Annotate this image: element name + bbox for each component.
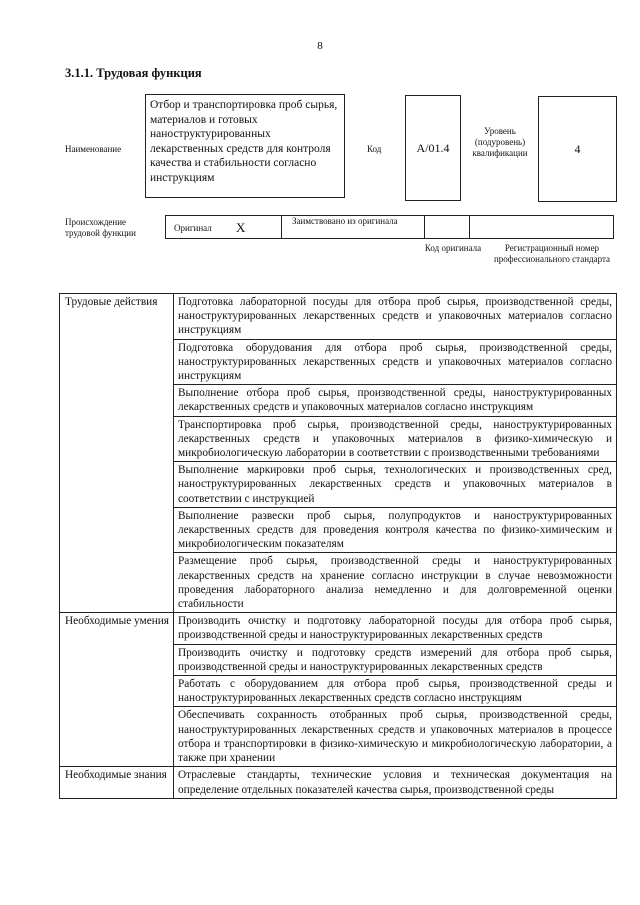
table-row: [60, 294, 617, 340]
row-category: Необходимые знания: [60, 767, 174, 798]
function-table: [59, 293, 617, 799]
table-cell: Транспортировка проб сырья, производственной среды, наноструктурированных лекарственных средств и упаковочных материалов в физико-химическую и микробиологическую лаборатории в соответствии с производственными требованиями: [174, 416, 617, 462]
table-cell: Работать с оборудованием для отбора проб сырья, производственной среды и наноструктурированных лекарственных средств согласно инструкциям: [174, 676, 617, 707]
level-label: Уровень (подуровень) квалификации: [472, 126, 528, 158]
table-cell: Отраслевые стандарты, технические условия и техническая документация на определение отдельных показателей качества сырья, производственной среды: [174, 767, 617, 798]
table-cell: Выполнение отбора проб сырья, производственной среды, наноструктурированных лекарственных средств и упаковочных материалов согласно инструкциям: [174, 385, 617, 416]
reg-number-caption: Регистрационный номер профессионального стандарта: [493, 243, 611, 264]
table-cell: Подготовка лабораторной посуды для отбора проб сырья, производственной среды, наноструктурированных лекарственных средств и упаковочных материалов согласно инструкциям: [174, 294, 617, 340]
origin-divider: [281, 216, 282, 238]
table-cell: Выполнение развески проб сырья, полупродуктов и наноструктурированных лекарственных средств для проведения контроля качества по физико-химическим и микробиологическим показателям: [174, 507, 617, 553]
table-cell: Обеспечивать сохранность отобранных проб сырья, производственной среды, наноструктурированных лекарственных средств и упаковочных материалов в процессе отбора и транспортировки в физико-химическую и микробиологическую лаборатории, а также при хранении: [174, 707, 617, 767]
borrowed-label: Заимствовано из оригинала: [292, 216, 398, 226]
code-label: Код: [367, 144, 382, 154]
table-cell: Подготовка оборудования для отбора проб сырья, производственной среды, наноструктурированных лекарственных средств и упаковочных материалов согласно инструкциям: [174, 339, 617, 385]
row-category: Трудовые действия: [60, 294, 174, 613]
origin-divider: [469, 216, 470, 238]
section-title: 3.1.1. Трудовая функция: [65, 66, 202, 80]
page-number: 8: [317, 40, 323, 52]
original-label: Оригинал: [174, 223, 212, 233]
table-row: [60, 613, 617, 644]
table-cell: Размещение проб сырья, производственной среды и наноструктурированных лекарственных средств на хранение согласно инструкции в случае невозможности проведения лабораторного анализа немедленно и для долговременной оценки стабильности: [174, 553, 617, 613]
table-cell: Производить очистку и подготовку средств измерений для отбора проб сырья, производственной среды и наноструктурированных лекарственных средств: [174, 644, 617, 675]
table-row: [60, 767, 617, 798]
table-cell: Производить очистку и подготовку лабораторной посуды для отбора проб сырья, производственной среды и наноструктурированных лекарственных средств: [174, 613, 617, 644]
origin-label: Происхождение трудовой функции: [65, 217, 136, 238]
code-value-box: [405, 95, 461, 201]
code-value: А/01.4: [416, 140, 450, 155]
table-cell: Выполнение маркировки проб сырья, технологических и производственных сред, наноструктурированных лекарственных средств и упаковочных материалов в соответствии с инструкцией: [174, 462, 617, 508]
code-caption: Код оригинала: [424, 243, 482, 253]
row-category: Необходимые умения: [60, 613, 174, 767]
level-value: 4: [574, 141, 581, 156]
level-value-box: [538, 96, 617, 202]
function-name-box: Отбор и транспортировка проб сырья, материалов и готовых наноструктурированных лекарственных средств для контроля качества и стабильности согласно инструкциям: [145, 94, 345, 198]
name-label: Наименование: [65, 144, 122, 154]
origin-divider: [424, 216, 425, 238]
original-mark: X: [236, 220, 246, 235]
